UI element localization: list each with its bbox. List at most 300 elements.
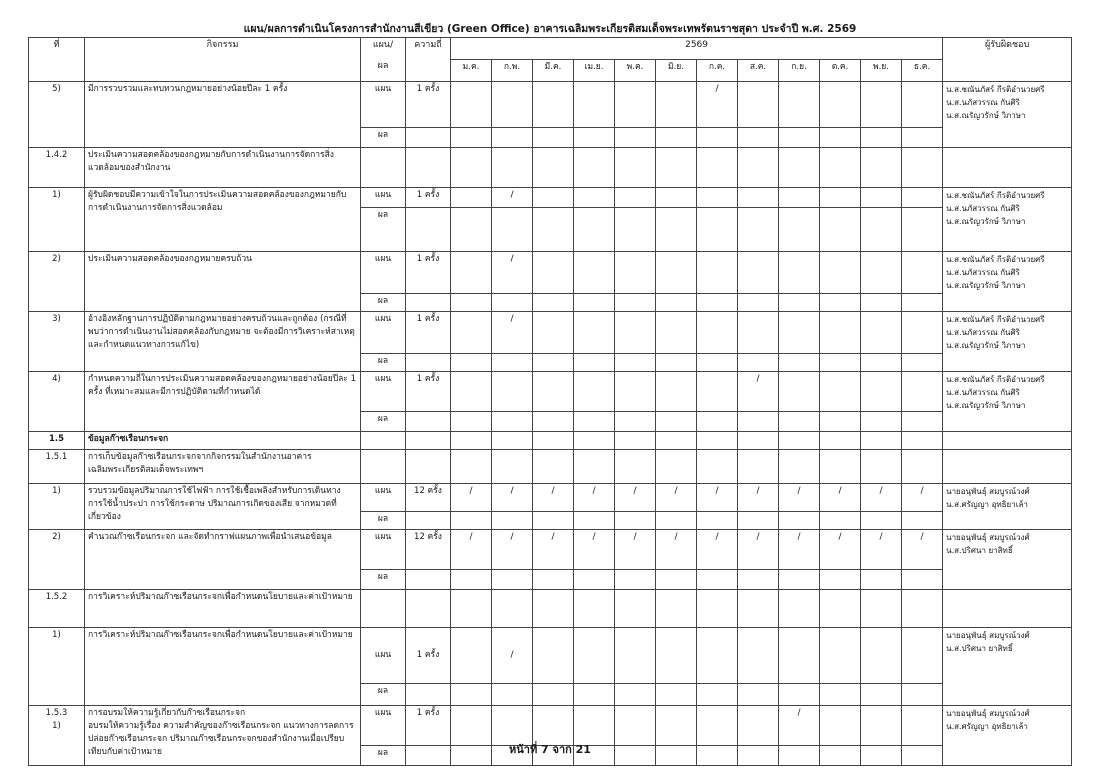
header-year: 2569 [451,38,943,60]
month-cell [533,412,574,432]
month-cell [738,432,779,450]
responsible-person: น.ส.นภัสวรรณ กันศิริ [946,388,1020,397]
month-cell [574,148,615,188]
month-cell [656,312,697,354]
responsible-person: น.ส.ปริศนา ยาสิทธิ์ [946,546,1013,555]
plan-mark: / [469,532,473,542]
activity-text: รวบรวมข้อมูลปริมาณการใช้ไฟฟ้า การใช้เชื้อเพลิงสำหรับการเดินทาง การใช้น้ำประปา การใช้กระดาษ ปริมาณการเกิดของเสีย จากหมวดที่เกี่ยวข้อง [85,484,361,530]
month-cell [533,82,574,128]
month-cell [738,512,779,530]
month-cell [779,294,820,312]
month-cell [738,530,779,570]
plan-row [29,312,1072,354]
month-cell [861,354,902,372]
month-cell [574,450,615,484]
result-label: ผล [361,294,406,312]
month-cell [902,484,943,512]
header-plan-result-line2: ผล [377,61,389,71]
responsible-person: น.ส.ณรัญวรักษ์ วิภาษา [946,111,1026,120]
month-cell [615,432,656,450]
frequency-cell [406,512,451,530]
month-cell [738,294,779,312]
month-cell [574,372,615,412]
plan-row [29,372,1072,412]
responsible-person: น.ส.ณรัญวรักษ์ วิภาษา [946,281,1026,290]
frequency: 1 ครั้ง [406,628,451,684]
month-cell [451,188,492,208]
plan-label: แผน [361,312,406,354]
month-cell [902,450,943,484]
frequency: 1 ครั้ง [406,706,451,746]
plan-mark: / [756,374,760,384]
month-cell [656,512,697,530]
plan-label: แผน [361,484,406,512]
month-cell [820,684,861,706]
month-cell [533,530,574,570]
responsible-person: น.ส.ชณันภัสร์ กีรติอำนวยศรี [946,315,1045,324]
month-cell [615,294,656,312]
month-cell [902,294,943,312]
header-month: เม.ย. [574,60,615,82]
month-cell [533,684,574,706]
month-cell [820,432,861,450]
month-cell [656,82,697,128]
month-cell [451,128,492,148]
month-cell [697,628,738,684]
month-cell [738,590,779,628]
month-cell [779,354,820,372]
plan-mark: / [756,486,760,496]
month-cell [697,530,738,570]
month-cell [492,294,533,312]
month-cell [697,294,738,312]
month-cell [533,628,574,684]
month-cell [615,312,656,354]
month-cell [697,354,738,372]
month-cell [533,484,574,512]
month-cell [574,512,615,530]
month-cell [615,512,656,530]
month-cell [861,450,902,484]
month-cell [902,590,943,628]
month-cell [861,188,902,208]
responsible-person: น.ส.นภัสวรรณ กันศิริ [946,328,1020,337]
month-cell [861,312,902,354]
frequency: 12 ครั้ง [406,484,451,512]
month-cell [697,148,738,188]
month-cell [738,252,779,294]
month-cell [861,208,902,252]
month-cell [656,252,697,294]
month-cell [451,450,492,484]
section-row [29,148,1072,188]
month-cell [738,82,779,128]
month-cell [533,252,574,294]
plan-mark: / [715,532,719,542]
item-number: 1) [29,484,85,530]
month-cell [574,412,615,432]
month-cell [779,372,820,412]
month-cell [902,512,943,530]
month-cell [451,148,492,188]
month-cell [615,252,656,294]
month-cell [533,294,574,312]
plan-result-cell [361,450,406,484]
month-cell [861,294,902,312]
month-cell [697,484,738,512]
responsible-person: น.ส.ชณันภัสร์ กีรติอำนวยศรี [946,375,1045,384]
responsible-list [943,252,1072,312]
month-cell [779,432,820,450]
result-label: ผล [361,512,406,530]
header-month: ก.ค. [697,60,738,82]
month-cell [533,354,574,372]
month-cell [574,590,615,628]
month-cell [779,312,820,354]
month-cell [615,188,656,208]
month-cell [492,188,533,208]
activity-text: ผู้รับผิดชอบมีความเข้าใจในการประเมินความสอดคล้องของกฎหมายกับการดำเนินงานการจัดการสิ่งแวดล้อม [85,188,361,252]
plan-mark: / [715,84,719,94]
plan-mark: / [920,532,924,542]
section-number: 1.5 [29,432,85,450]
plan-label: แผน [361,628,406,684]
month-cell [574,252,615,294]
month-cell [902,412,943,432]
month-cell [861,372,902,412]
month-cell [861,512,902,530]
frequency: 1 ครั้ง [406,188,451,208]
section-row [29,450,1072,484]
header-month: ม.ค. [451,60,492,82]
month-cell [492,312,533,354]
section-number: 1.5.2 [29,590,85,628]
month-cell [574,128,615,148]
month-cell [451,372,492,412]
plan-label: แผน [361,372,406,412]
month-cell [820,512,861,530]
frequency-cell [406,684,451,706]
month-cell [574,82,615,128]
header-plan-result [361,38,406,82]
header-month: ต.ค. [820,60,861,82]
month-cell [656,628,697,684]
month-cell [902,628,943,684]
month-cell [820,628,861,684]
activity-text: การอบรมให้ความรู้เกี่ยวกับก๊าซเรือนกระจก อบรมให้ความรู้เรื่อง ความสำคัญของก๊าซเรือนกระจก แนวทางการลดการปล่อยก๊าซเรือนกระจก ปริมาณก๊าซเรือนกระจกของสำนักงานเมื่อเปรียบเทียบกับค่าเป้าหมาย [85,706,361,766]
month-cell [861,684,902,706]
responsible-list [943,484,1072,530]
activity-text: ประเมินความสอดคล้องของกฎหมายครบถ้วน [85,252,361,312]
month-cell [861,590,902,628]
month-cell [697,188,738,208]
month-cell [615,628,656,684]
plan-mark: / [510,650,514,660]
month-cell [820,208,861,252]
month-cell [656,294,697,312]
header-month: ก.พ. [492,60,533,82]
responsible-person: นายอนุพันธุ์ สมบูรณ์วงศ์ [946,709,1030,718]
responsible-list [943,82,1072,148]
item-number: 2) [29,530,85,590]
month-cell [738,628,779,684]
plan-row [29,530,1072,570]
plan-result-table [28,37,1072,766]
month-cell [615,450,656,484]
responsible-list [943,188,1072,252]
month-cell [451,484,492,512]
plan-label: แผน [361,530,406,570]
plan-mark: / [715,486,719,496]
month-cell [738,684,779,706]
month-cell [779,188,820,208]
plan-mark: / [510,486,514,496]
month-cell [492,484,533,512]
month-cell [656,354,697,372]
month-cell [779,128,820,148]
month-cell [451,512,492,530]
result-label: ผล [361,570,406,590]
month-cell [574,354,615,372]
month-cell [902,128,943,148]
plan-row [29,484,1072,512]
month-cell [820,530,861,570]
plan-row [29,82,1072,128]
plan-label: แผน [361,706,406,746]
plan-result-cell [361,432,406,450]
plan-result-cell [361,148,406,188]
month-cell [492,372,533,412]
activity-text: กำหนดความถี่ในการประเมินความสอดคล้องของกฎหมายอย่างน้อยปีละ 1 ครั้ง ที่เหมาะสมและมีการปฏิบัติตามที่กำหนดได้ [85,372,361,432]
result-label: ผล [361,128,406,148]
month-cell [820,294,861,312]
responsible-list [943,628,1072,706]
month-cell [820,312,861,354]
month-cell [451,684,492,706]
plan-mark: / [592,486,596,496]
month-cell [533,570,574,590]
month-cell [738,450,779,484]
item-number: 1.5.3 1) [29,706,85,766]
month-cell [779,530,820,570]
month-cell [615,530,656,570]
month-cell [697,570,738,590]
plan-mark: / [551,486,555,496]
month-cell [779,450,820,484]
responsible-person: น.ส.นภัสวรรณ กันศิริ [946,268,1020,277]
plan-mark: / [756,532,760,542]
month-cell [902,312,943,354]
frequency-cell [406,432,451,450]
plan-row [29,628,1072,684]
section-title: ประเมินความสอดคล้องของกฎหมายกับการดำเนินงานการจัดการสิ่งแวดล้อมของสำนักงาน [85,148,361,188]
month-cell [697,684,738,706]
frequency-cell [406,208,451,252]
month-cell [779,252,820,294]
month-cell [574,628,615,684]
plan-mark: / [674,532,678,542]
responsible-person: น.ส.นภัสวรรณ กันศิริ [946,98,1020,107]
month-cell [902,208,943,252]
page-number: หน้าที่ 7 จาก 21 [509,743,591,756]
responsible-list [943,312,1072,372]
month-cell [656,412,697,432]
plan-label: แผน [361,252,406,294]
month-cell [656,570,697,590]
responsible-person: น.ส.ศรัญญา อุทธิยาเล้า [946,500,1028,509]
month-cell [451,590,492,628]
month-cell [820,188,861,208]
month-cell [451,412,492,432]
plan-mark: / [633,532,637,542]
plan-label: แผน [361,188,406,208]
frequency-cell [406,354,451,372]
month-cell [779,684,820,706]
month-cell [738,188,779,208]
month-cell [902,432,943,450]
month-cell [902,684,943,706]
month-cell [738,412,779,432]
plan-mark: / [510,314,514,324]
section-row [29,432,1072,450]
plan-mark: / [469,486,473,496]
month-cell [697,372,738,412]
month-cell [533,208,574,252]
month-cell [656,208,697,252]
plan-row [29,188,1072,208]
month-cell [656,372,697,412]
month-cell [492,432,533,450]
responsible-list [943,372,1072,432]
month-cell [902,188,943,208]
activity-text: คำนวณก๊าซเรือนกระจก และจัดทำกราฟแผนภาพเพื่อนำเสนอข้อมูล [85,530,361,590]
month-cell [656,484,697,512]
month-cell [451,628,492,684]
header-month: มิ.ย. [656,60,697,82]
frequency: 1 ครั้ง [406,372,451,412]
month-cell [451,570,492,590]
item-number: 1) [29,188,85,252]
month-cell [492,208,533,252]
month-cell [533,128,574,148]
activity-text: อ้างอิงหลักฐานการปฏิบัติตามกฎหมายอย่างครบถ้วนและถูกต้อง (กรณีที่พบว่าการดำเนินงานไม่สอดคล้องกับกฎหมาย จะต้องมีการวิเคราะห์สาเหตุ และกำหนดแนวทางการแก้ไข) [85,312,361,372]
month-cell [820,82,861,128]
header-frequency: ความถี่ [406,38,451,82]
month-cell [574,530,615,570]
month-cell [492,512,533,530]
responsible-person: น.ส.ณรัญวรักษ์ วิภาษา [946,217,1026,226]
month-cell [492,354,533,372]
month-cell [902,148,943,188]
month-cell [574,484,615,512]
month-cell [656,450,697,484]
month-cell [902,530,943,570]
month-cell [861,432,902,450]
month-cell [820,570,861,590]
responsible-person: นายอนุพันธุ์ สมบูรณ์วงศ์ [946,533,1030,542]
responsible-person: น.ส.ชณันภัสร์ กีรติอำนวยศรี [946,191,1045,200]
plan-mark: / [797,532,801,542]
month-cell [656,590,697,628]
plan-mark: / [797,708,801,718]
month-cell [820,128,861,148]
month-cell [697,128,738,148]
result-label: ผล [361,412,406,432]
month-cell [861,128,902,148]
month-cell [820,148,861,188]
responsible-person: น.ส.ศรัญญา อุทธิยาเล้า [946,722,1028,731]
page-title: แผน/ผลการดำเนินโครงการสำนักงานสีเขียว (Green Office) อาคารเฉลิมพระเกียรติสมเด็จพระเทพรัตนราชสุดา ประจำปี พ.ศ. 2569 [243,23,857,35]
plan-result-cell [361,590,406,628]
item-number: 3) [29,312,85,372]
activity-text: การวิเคราะห์ปริมาณก๊าซเรือนกระจกเพื่อกำหนดนโยบายและค่าเป้าหมาย [85,628,361,706]
plan-mark: / [838,532,842,542]
month-cell [615,82,656,128]
month-cell [861,82,902,128]
month-cell [492,128,533,148]
month-cell [451,312,492,354]
month-cell [861,148,902,188]
month-cell [492,148,533,188]
header-month: พ.ค. [615,60,656,82]
month-cell [451,354,492,372]
month-cell [697,312,738,354]
responsible-person: น.ส.ปริศนา ยาสิทธิ์ [946,644,1013,653]
month-cell [779,512,820,530]
frequency-cell [406,294,451,312]
month-cell [779,412,820,432]
month-cell [738,354,779,372]
responsible-person: น.ส.ณรัญวรักษ์ วิภาษา [946,341,1026,350]
month-cell [574,312,615,354]
month-cell [697,590,738,628]
responsible-person: นายอนุพันธุ์ สมบูรณ์วงศ์ [946,487,1030,496]
header-month: มี.ค. [533,60,574,82]
plan-label: แผน [361,82,406,128]
month-cell [533,432,574,450]
plan-mark: / [510,190,514,200]
month-cell [738,208,779,252]
frequency-cell [406,590,451,628]
month-cell [697,412,738,432]
month-cell [451,252,492,294]
month-cell [738,372,779,412]
month-cell [533,148,574,188]
month-cell [615,570,656,590]
responsible-person: นายอนุพันธุ์ สมบูรณ์วงศ์ [946,631,1030,640]
month-cell [492,412,533,432]
plan-mark: / [633,486,637,496]
month-cell [451,432,492,450]
month-cell [451,294,492,312]
month-cell [492,628,533,684]
section-row [29,590,1072,628]
month-cell [615,372,656,412]
item-number: 2) [29,252,85,312]
month-cell [492,82,533,128]
responsible-cell [943,432,1072,450]
month-cell [492,450,533,484]
month-cell [615,684,656,706]
result-label: ผล [361,208,406,252]
month-cell [902,82,943,128]
activity-text: มีการรวบรวมและทบทวนกฎหมายอย่างน้อยปีละ 1 ครั้ง [85,82,361,148]
month-cell [533,312,574,354]
month-cell [615,208,656,252]
month-cell [738,570,779,590]
month-cell [451,208,492,252]
month-cell [861,530,902,570]
